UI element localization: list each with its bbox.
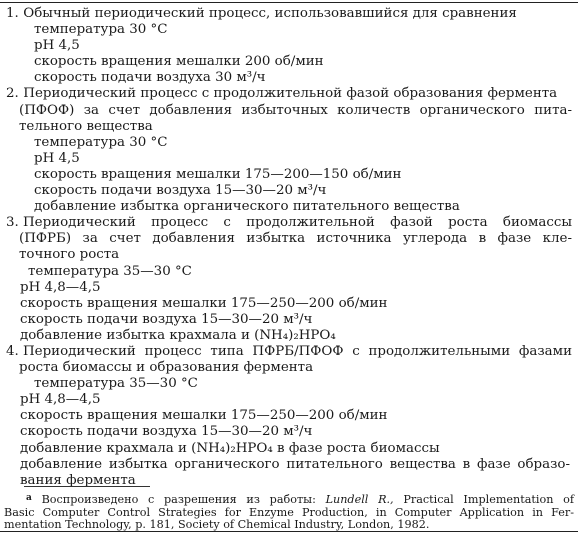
item-2-head-line-1 <box>4 86 572 102</box>
item-4-param: pH 4,8—4,5 <box>20 392 101 408</box>
footnote-marker: а <box>26 493 32 503</box>
item-1-param: pH 4,5 <box>34 38 80 54</box>
item-3-head-line-1 <box>4 215 572 231</box>
item-4-title: Периодический процесс типа ПФРБ/ПФОФ с продолжительными фазами <box>23 343 572 359</box>
item-3-param: добавление избытка крахмала и (NH₄)₂HPO₄ <box>20 327 336 343</box>
item-2-param: температура 30 °C <box>34 134 168 150</box>
item-1-number: 1. <box>6 6 19 21</box>
item-4-param: добавление избытка органического питательного вещества в фазе образо- <box>20 456 570 472</box>
footnote-author: Lundell R., <box>325 493 394 506</box>
footnote-line-3: mentation Technology, p. 181, Society of Chemical Industry, London, 1982. <box>4 518 430 531</box>
footnote-text: Воспроизведено с разрешения из работы: <box>41 493 316 506</box>
item-2-title: Периодический процесс с продолжительной фазой образования фермента <box>23 86 558 102</box>
item-2-head-line-3: тельного вещества <box>19 118 153 134</box>
item-4-param: скорость вращения мешалки 175—250—200 об/мин <box>20 408 388 424</box>
top-rule <box>0 2 578 3</box>
item-1-head-line-1 <box>4 6 572 22</box>
item-3-param: температура 35—30 °C <box>28 263 192 279</box>
footnote-rule <box>24 486 150 487</box>
item-4-param: температура 35—30 °C <box>34 376 198 392</box>
item-4-param: скорость подачи воздуха 15—30—20 м³/ч <box>20 424 313 440</box>
item-4-param: вания фермента <box>20 472 136 488</box>
bottom-rule <box>0 531 578 532</box>
item-3-title: Периодический процесс с продолжительной фазой роста биомассы <box>23 215 572 231</box>
item-3-number: 3. <box>6 215 19 231</box>
item-3-head-line-3: точного роста <box>19 247 120 263</box>
footnote-line-2: Basic Computer Control Strategies for Enzyme Production, in Computer Application in Fer- <box>4 505 574 519</box>
item-2-param: скорость вращения мешалки 175—200—150 об/мин <box>34 166 402 182</box>
item-2-param: скорость подачи воздуха 15—30—20 м³/ч <box>34 183 327 199</box>
item-4-number: 4. <box>6 343 19 359</box>
footnote-text: Practical Implementation of <box>403 493 575 506</box>
footnote-line-1 <box>4 492 574 507</box>
item-2-number: 2. <box>6 86 19 102</box>
item-3-head-line-2: (ПФРБ) за счет добавления избытка источника углерода в фазе кле- <box>19 231 572 247</box>
item-1-param: температура 30 °C <box>34 22 168 38</box>
item-3-param: pH 4,8—4,5 <box>20 279 101 295</box>
item-2-head-line-2: (ПФОФ) за счет добавления избыточных количеств органического пита- <box>19 102 572 118</box>
item-4-param: добавление крахмала и (NH₄)₂HPO₄ в фазе роста биомассы <box>20 440 440 456</box>
item-1-param: скорость подачи воздуха 30 м³/ч <box>34 70 266 86</box>
item-3-param: скорость вращения мешалки 175—250—200 об/мин <box>20 295 388 311</box>
footnote <box>4 492 574 532</box>
item-3-param: скорость подачи воздуха 15—30—20 м³/ч <box>20 311 313 327</box>
item-2-param: pH 4,5 <box>34 150 80 166</box>
item-4-head-line-2: роста биомассы и образования фермента <box>19 360 314 376</box>
item-1-param: скорость вращения мешалки 200 об/мин <box>34 54 324 70</box>
process-list <box>4 6 572 489</box>
item-2-param: добавление избытка органического питательного вещества <box>34 199 460 215</box>
item-1-title: Обычный периодический процесс, использовавшийся для сравнения <box>23 6 517 21</box>
item-4-head-line-1 <box>4 344 572 360</box>
